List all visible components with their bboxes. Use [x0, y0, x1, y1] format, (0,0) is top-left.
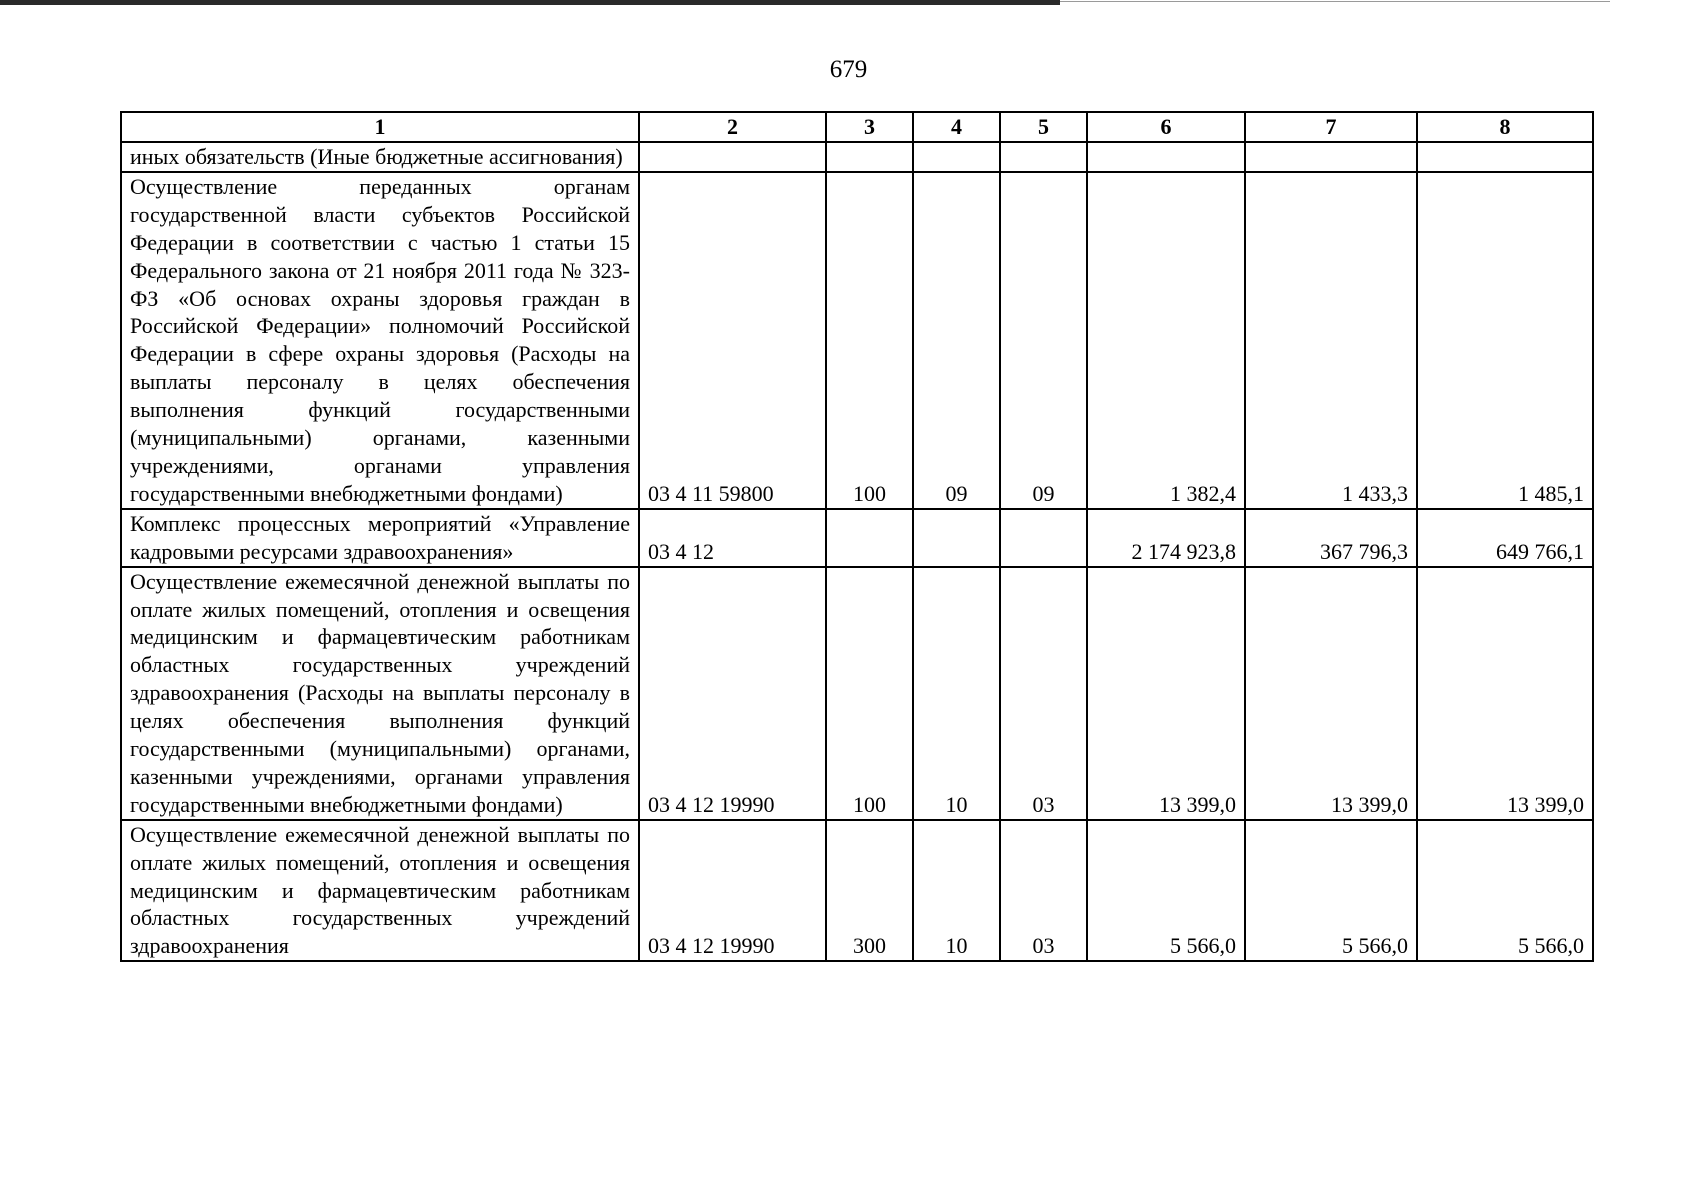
- row-amount-col-6: 2 174 923,8: [1087, 509, 1245, 567]
- header-col-1: 1: [121, 112, 639, 142]
- table-header-row: [121, 112, 1593, 142]
- row-subsection: 09: [1000, 172, 1087, 509]
- header-col-4: 4: [913, 112, 1000, 142]
- row-name: Осуществление ежемесячной денежной выплаты по оплате жилых помещений, отопления и освещения медицинским и фармацевтическим работникам областных государственных учреждений здравоохранения: [121, 820, 639, 962]
- table-row: [121, 142, 1593, 172]
- row-amount-col-8: 649 766,1: [1417, 509, 1593, 567]
- row-name: иных обязательств (Иные бюджетные ассигнования): [121, 142, 639, 172]
- header-col-7: 7: [1245, 112, 1417, 142]
- table-row: [121, 172, 1593, 509]
- row-target-code: 03 4 12 19990: [639, 820, 826, 962]
- row-expense-type: [826, 142, 913, 172]
- row-amount-col-8: 5 566,0: [1417, 820, 1593, 962]
- row-amount-col-8: 13 399,0: [1417, 567, 1593, 820]
- row-section: 10: [913, 567, 1000, 820]
- page-number: 679: [829, 56, 868, 83]
- row-subsection: 03: [1000, 567, 1087, 820]
- row-section: 10: [913, 820, 1000, 962]
- budget-table: [120, 111, 1594, 962]
- row-amount-col-7: [1245, 142, 1417, 172]
- row-subsection: 03: [1000, 820, 1087, 962]
- row-name: Осуществление переданных органам государственной власти субъектов Российской Федерации в соответствии с частью 1 статьи 15 Федерального закона от 21 ноября 2011 года № 323-ФЗ «Об основах охраны здоровья граждан в Российской Федерации» полномочий Российской Федерации в сфере охраны здоровья (Расходы на выплаты персоналу в целях обеспечения выполнения функций государственными (муниципальными) органами, казенными учреждениями, органами управления государственными внебюджетными фондами): [121, 172, 639, 509]
- row-amount-col-6: 13 399,0: [1087, 567, 1245, 820]
- row-section: [913, 509, 1000, 567]
- row-target-code: 03 4 12 19990: [639, 567, 826, 820]
- row-amount-col-6: [1087, 142, 1245, 172]
- row-section: [913, 142, 1000, 172]
- row-amount-col-7: 13 399,0: [1245, 567, 1417, 820]
- row-amount-col-7: 1 433,3: [1245, 172, 1417, 509]
- row-subsection: [1000, 142, 1087, 172]
- row-expense-type: 300: [826, 820, 913, 962]
- row-amount-col-8: 1 485,1: [1417, 172, 1593, 509]
- row-name: Осуществление ежемесячной денежной выплаты по оплате жилых помещений, отопления и освещения медицинским и фармацевтическим работникам областных государственных учреждений здравоохранения (Расходы на выплаты персоналу в целях обеспечения выполнения функций государственными (муниципальными) органами, казенными учреждениями, органами управления государственными внебюджетными фондами): [121, 567, 639, 820]
- table-row: [121, 820, 1593, 962]
- header-col-8: 8: [1417, 112, 1593, 142]
- row-subsection: [1000, 509, 1087, 567]
- scan-top-rule-thin: [1060, 1, 1610, 2]
- scan-top-rule: [0, 0, 1060, 5]
- row-section: 09: [913, 172, 1000, 509]
- table-row: [121, 509, 1593, 567]
- header-col-5: 5: [1000, 112, 1087, 142]
- table-row: [121, 567, 1593, 820]
- row-expense-type: [826, 509, 913, 567]
- row-amount-col-6: 5 566,0: [1087, 820, 1245, 962]
- header-col-2: 2: [639, 112, 826, 142]
- row-target-code: 03 4 11 59800: [639, 172, 826, 509]
- header-col-3: 3: [826, 112, 913, 142]
- row-name: Комплекс процессных мероприятий «Управление кадровыми ресурсами здравоохранения»: [121, 509, 639, 567]
- row-target-code: [639, 142, 826, 172]
- row-expense-type: 100: [826, 172, 913, 509]
- row-amount-col-7: 5 566,0: [1245, 820, 1417, 962]
- row-amount-col-8: [1417, 142, 1593, 172]
- row-amount-col-6: 1 382,4: [1087, 172, 1245, 509]
- row-expense-type: 100: [826, 567, 913, 820]
- row-amount-col-7: 367 796,3: [1245, 509, 1417, 567]
- header-col-6: 6: [1087, 112, 1245, 142]
- row-target-code: 03 4 12: [639, 509, 826, 567]
